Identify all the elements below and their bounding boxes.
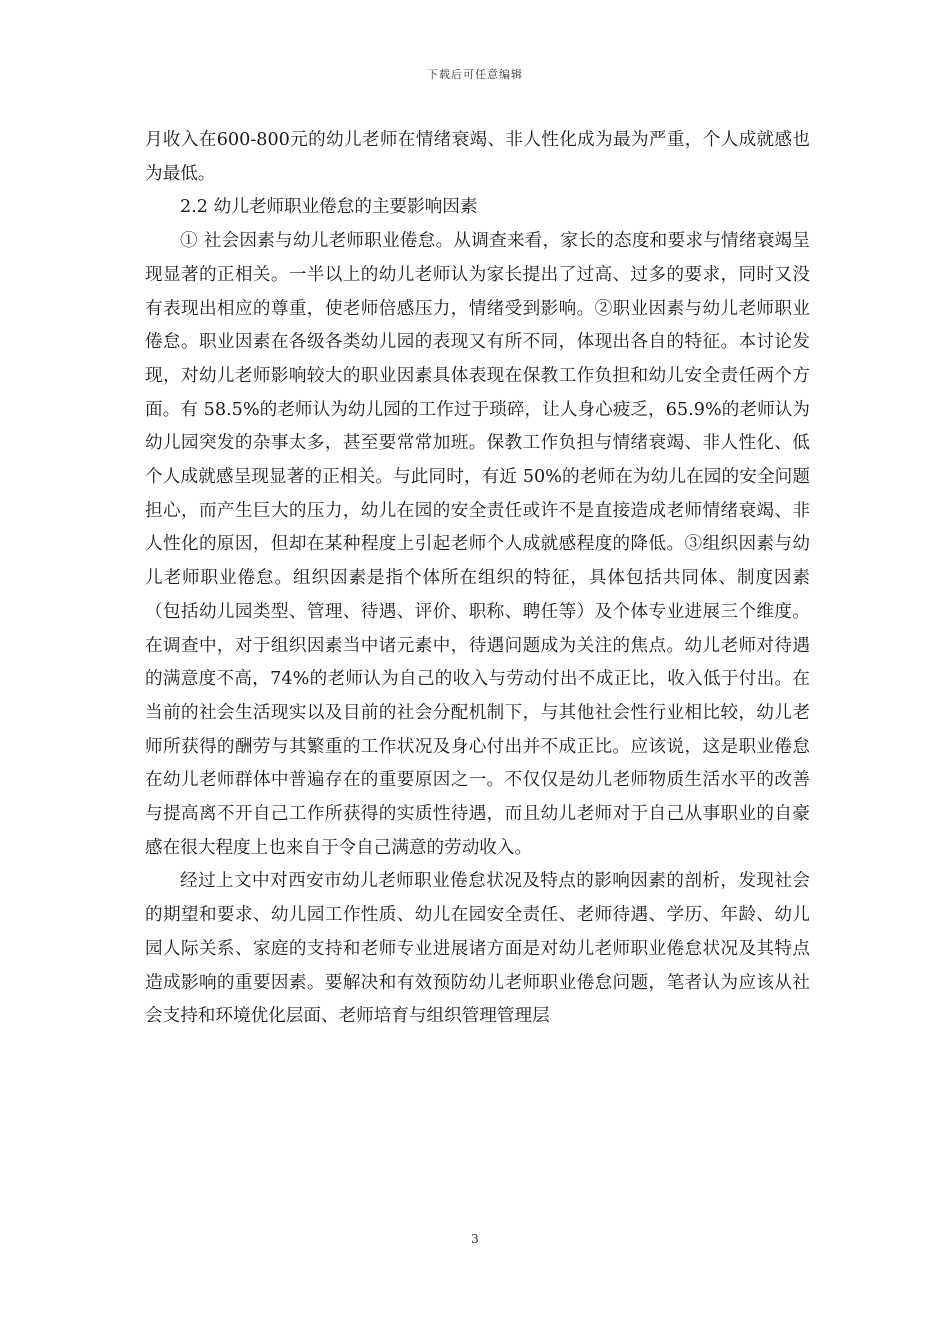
section-heading: 2.2 幼儿老师职业倦怠的主要影响因素	[180, 197, 478, 218]
body-text	[145, 124, 810, 1034]
paragraph-summary: 经过上文中对西安市幼儿老师职业倦怠状况及特点的影响因素的剖析，发现社会的期望和要求、幼儿园工作性质、幼儿在园安全责任、老师待遇、学历、年龄、幼儿园人际关系、家庭的支持和老师专业进展诸方面是对幼儿老师职业倦怠状况及其特点造成影响的重要因素。要解决和有效预防幼儿老师职业倦怠问题，笔者认为应该从社会支持和环境优化层面、老师培育与组织管理管理层	[145, 871, 810, 1027]
paragraph-factors: ① 社会因素与幼儿老师职业倦怠。从调查来看，家长的态度和要求与情绪衰竭呈现显著的正相关。一半以上的幼儿老师认为家长提出了过高、过多的要求，同时又没有表现出相应的尊重，使老师倍感压力，情绪受到影响。②职业因素与幼儿老师职业倦怠。职业因素在各级各类幼儿园的表现又有所不同，体现出各自的特征。本讨论发现，对幼儿老师影响较大的职业因素具体表现在保教工作负担和幼儿安全责任两个方面。有 58.5%的老师认为幼儿园的工作过于琐碎，让人身心疲乏，65.9%的老师认为幼儿园突发的杂事太多，甚至要常常加班。保教工作负担与情绪衰竭、非人性化、低个人成就感呈现显著的正相关。与此同时，有近 50%的老师在为幼儿在园的安全问题担心，而产生巨大的压力，幼儿在园的安全责任或许不是直接造成老师情绪衰竭、非人性化的原因，但却在某种程度上引起老师个人成就感程度的降低。③组织因素与幼儿老师职业倦怠。组织因素是指个体所在组织的特征，具体包括共同体、制度因素（包括幼儿园类型、管理、待遇、评价、职称、聘任等）及个体专业进展三个维度。在调查中，对于组织因素当中诸元素中，待遇问题成为关注的焦点。幼儿老师对待遇的满意度不高，74%的老师认为自己的收入与劳动付出不成正比，收入低于付出。在当前的社会生活现实以及目前的社会分配机制下，与其他社会性行业相比较，幼儿老师所获得的酬劳与其繁重的工作状况及身心付出并不成正比。应该说，这是职业倦怠在幼儿老师群体中普遍存在的重要原因之一。不仅仅是幼儿老师物质生活水平的改善与提高离不开自己工作所获得的实质性待遇，而且幼儿老师对于自己从事职业的自豪感在很大程度上也来自于令自己满意的劳动收入。	[145, 231, 810, 858]
page-number: 3	[471, 1232, 479, 1246]
header-note: 下载后可任意编辑	[427, 68, 523, 81]
paragraph-continuation: 月收入在600-800元的幼儿老师在情绪衰竭、非人性化成为最为严重，个人成就感也为最低。	[145, 130, 810, 184]
